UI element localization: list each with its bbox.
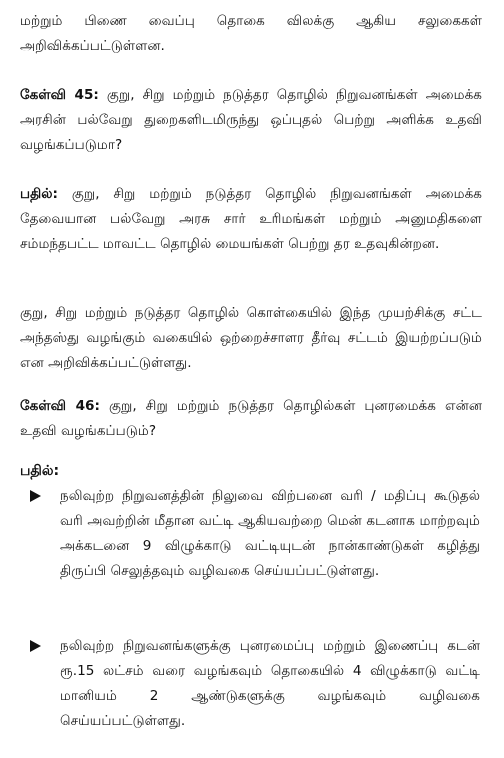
arrow-bullet-icon — [30, 640, 41, 652]
question-45 — [20, 83, 482, 158]
question-45-text: குறு, சிறு மற்றும் நடுத்தர தொழில் நிறுவனங்கள் அமைக்க அரசின் பல்வேறு துறைகளிடமிருந்து ஒப்புதல் பெற்று அளிக்க உதவி வழங்கப்படுமா? — [20, 87, 482, 153]
intro-text: மற்றும் பிணை வைப்பு தொகை விலக்கு ஆகிய சலுகைகள் அறிவிக்கப்பட்டுள்ளன. — [20, 13, 482, 54]
answer-46-label: பதில்: — [20, 463, 60, 479]
question-45-label: கேள்வி 45: — [20, 87, 99, 103]
answer-46-bullet-text: நலிவுற்ற நிறுவனங்களுக்கு புனரமைப்பு மற்றும் இணைப்பு கடன் ரூ.15 லட்சம் வரை வழங்கவும் தொகையில் 4 விழுக்காடு வட்டி மானியம் 2 ஆண்டுகளுக்கு வழங்கவும் வழிவகை செய்யப்பட்டுள்ளது. — [60, 638, 480, 729]
question-46-label: கேள்வி 46: — [20, 398, 100, 414]
answer-46-bullet-text: நலிவுற்ற நிறுவனத்தின் நிலுவை விற்பனை வரி / மதிப்பு கூடுதல் வரி அவற்றின் மீதான வட்டி ஆகியவற்றை மென் கடனாக மாற்றவும் அக்கடனை 9 விழுக்காடு வட்டியுடன் நான்காண்டுகள் கழித்து திருப்பி செலுத்தவும் வழிவகை செய்யப்பட்டுள்ளது. — [60, 488, 480, 579]
question-46-text: குறு, சிறு மற்றும் நடுத்தர தொழில்கள் புனரமைக்க என்ன உதவி வழங்கப்படும்? — [20, 398, 482, 439]
answer-45-label: பதில்: — [20, 186, 58, 202]
arrow-bullet-icon — [30, 490, 41, 502]
answer-45-extra-text: குறு, சிறு மற்றும் நடுத்தர தொழில் கொள்கையில் இந்த முயற்சிக்கு சட்ட அந்தஸ்து வழங்கும் வகையில் ஒற்றைச்சாளர தீர்வு சட்டம் இயற்றப்படும் என அறிவிக்கப்பட்டுள்ளது. — [20, 305, 482, 371]
answer-45-extra — [20, 301, 482, 376]
intro-paragraph — [20, 9, 482, 59]
answer-45 — [20, 182, 482, 257]
question-46 — [20, 394, 482, 444]
answer-45-text: குறு, சிறு மற்றும் நடுத்தர தொழில் நிறுவனங்கள் அமைக்க தேவையான பல்வேறு அரசு சார் உரிமங்கள் மற்றும் அனுமதிகளை சம்மந்தபட்ட மாவட்ட தொழில் மையங்கள் பெற்று தர உதவுகின்றன. — [20, 186, 482, 252]
